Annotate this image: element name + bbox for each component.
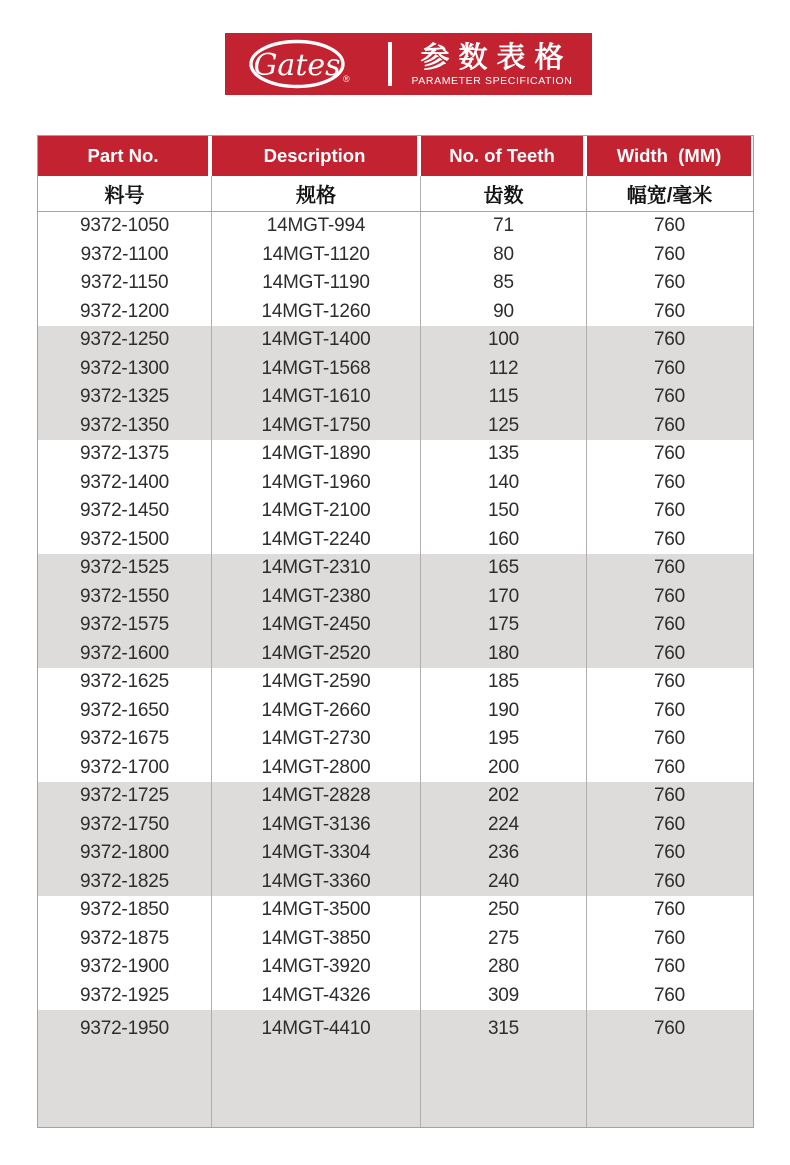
part-no-cell: 9372-1375 (38, 440, 212, 469)
teeth-cell: 85 (421, 269, 587, 298)
registered-mark-icon: ® (343, 74, 350, 84)
width-cell: 760 (653, 813, 686, 835)
teeth-cell: 185 (421, 668, 587, 697)
width-cell: 760 (653, 585, 686, 607)
table-body (38, 212, 753, 1127)
width-cell: 760 (653, 870, 686, 892)
header-width-mm: Width (MM) (587, 136, 751, 176)
part-no-cell: 9372-1350 (38, 412, 212, 441)
banner-titles (392, 41, 592, 88)
header-teeth-cn: 齿数 (421, 176, 587, 211)
width-cell: 760 (653, 785, 686, 807)
description-cell: 14MGT-2310 (212, 554, 421, 583)
table-row (38, 383, 753, 412)
part-no-cell: 9372-1725 (38, 782, 212, 811)
width-cell: 760 (653, 500, 686, 522)
description-cell: 14MGT-2240 (212, 526, 421, 555)
part-no-cell: 9372-1400 (38, 469, 212, 498)
part-no-cell: 9372-1200 (38, 298, 212, 327)
teeth-cell: 309 (421, 982, 587, 1011)
teeth-cell: 180 (421, 640, 587, 669)
table-header-row-en (38, 136, 753, 176)
teeth-cell: 250 (421, 896, 587, 925)
table-row (38, 839, 753, 868)
part-no-cell: 9372-1625 (38, 668, 212, 697)
table-row (38, 982, 753, 1011)
width-cell: 760 (653, 1018, 686, 1039)
part-no-cell: 9372-1750 (38, 811, 212, 840)
part-no-cell: 9372-1600 (38, 640, 212, 669)
header-part-no: Part No. (38, 136, 212, 176)
table-row (38, 355, 753, 384)
teeth-cell: 71 (421, 212, 587, 241)
banner-title-cn: 参数表格 (420, 41, 573, 74)
teeth-cell: 190 (421, 697, 587, 726)
teeth-cell: 112 (421, 355, 587, 384)
width-cell: 760 (653, 329, 686, 351)
teeth-cell: 100 (421, 326, 587, 355)
description-cell: 14MGT-2730 (212, 725, 421, 754)
header-description: Description (212, 136, 421, 176)
description-cell: 14MGT-3500 (212, 896, 421, 925)
part-no-cell: 9372-1800 (38, 839, 212, 868)
part-no-cell: 9372-1950 (38, 1010, 212, 1127)
description-cell: 14MGT-1960 (212, 469, 421, 498)
description-cell: 14MGT-1610 (212, 383, 421, 412)
width-cell: 760 (653, 756, 686, 778)
description-cell: 14MGT-2380 (212, 583, 421, 612)
table-row (38, 326, 753, 355)
table-row (38, 668, 753, 697)
part-no-cell: 9372-1550 (38, 583, 212, 612)
teeth-cell: 135 (421, 440, 587, 469)
table-row (38, 953, 753, 982)
table-row (38, 640, 753, 669)
table-row (38, 241, 753, 270)
description-cell: 14MGT-1400 (212, 326, 421, 355)
table-row (38, 412, 753, 441)
teeth-cell: 140 (421, 469, 587, 498)
description-cell: 14MGT-2520 (212, 640, 421, 669)
description-cell: 14MGT-994 (212, 212, 421, 241)
part-no-cell: 9372-1500 (38, 526, 212, 555)
part-no-cell: 9372-1525 (38, 554, 212, 583)
part-no-cell: 9372-1675 (38, 725, 212, 754)
part-no-cell: 9372-1575 (38, 611, 212, 640)
width-cell: 760 (653, 642, 686, 664)
width-cell: 760 (653, 386, 686, 408)
teeth-cell: 240 (421, 868, 587, 897)
part-no-cell: 9372-1900 (38, 953, 212, 982)
description-cell: 14MGT-2100 (212, 497, 421, 526)
width-cell: 760 (653, 557, 686, 579)
width-cell: 760 (653, 215, 686, 237)
part-no-cell: 9372-1250 (38, 326, 212, 355)
width-cell: 760 (653, 956, 686, 978)
width-cell: 760 (653, 414, 686, 436)
description-cell: 14MGT-1750 (212, 412, 421, 441)
width-cell: 760 (653, 443, 686, 465)
teeth-cell: 80 (421, 241, 587, 270)
header-no-of-teeth: No. of Teeth (421, 136, 587, 176)
table-row (38, 440, 753, 469)
part-no-cell: 9372-1050 (38, 212, 212, 241)
description-cell: 14MGT-1190 (212, 269, 421, 298)
width-cell: 760 (653, 300, 686, 322)
description-cell: 14MGT-3360 (212, 868, 421, 897)
table-row (38, 583, 753, 612)
description-cell: 14MGT-4410 (212, 1010, 421, 1127)
banner-subtitle-en: PARAMETER SPECIFICATION (411, 75, 573, 88)
table-row (38, 811, 753, 840)
description-cell: 14MGT-1120 (212, 241, 421, 270)
table-row (38, 782, 753, 811)
spec-table (37, 135, 754, 1128)
teeth-cell: 175 (421, 611, 587, 640)
teeth-cell: 202 (421, 782, 587, 811)
width-cell: 760 (653, 671, 686, 693)
table-row (38, 497, 753, 526)
teeth-cell: 224 (421, 811, 587, 840)
teeth-cell: 236 (421, 839, 587, 868)
table-row (38, 298, 753, 327)
part-no-cell: 9372-1650 (38, 697, 212, 726)
width-cell: 760 (653, 471, 686, 493)
table-row (38, 212, 753, 241)
table-row (38, 697, 753, 726)
description-cell: 14MGT-3850 (212, 925, 421, 954)
width-cell: 760 (653, 899, 686, 921)
table-row (38, 925, 753, 954)
teeth-cell: 165 (421, 554, 587, 583)
width-cell: 760 (653, 243, 686, 265)
description-cell: 14MGT-3304 (212, 839, 421, 868)
description-cell: 14MGT-2590 (212, 668, 421, 697)
width-cell: 760 (653, 357, 686, 379)
width-cell: 760 (653, 728, 686, 750)
gates-logo-text: Gates (253, 48, 341, 83)
width-cell: 760 (653, 927, 686, 949)
width-cell: 760 (653, 272, 686, 294)
description-cell: 14MGT-2450 (212, 611, 421, 640)
part-no-cell: 9372-1825 (38, 868, 212, 897)
header-description-cn: 规格 (212, 176, 421, 211)
description-cell: 14MGT-3920 (212, 953, 421, 982)
teeth-cell: 160 (421, 526, 587, 555)
part-no-cell: 9372-1450 (38, 497, 212, 526)
table-row (38, 868, 753, 897)
teeth-cell: 170 (421, 583, 587, 612)
table-row (38, 1010, 753, 1127)
part-no-cell: 9372-1100 (38, 241, 212, 270)
table-row (38, 611, 753, 640)
teeth-cell: 125 (421, 412, 587, 441)
width-cell: 760 (653, 699, 686, 721)
table-row (38, 754, 753, 783)
header-width-cn: 幅宽/毫米 (626, 185, 713, 207)
teeth-cell: 275 (421, 925, 587, 954)
width-cell: 760 (653, 528, 686, 550)
width-cell: 760 (653, 842, 686, 864)
table-row (38, 469, 753, 498)
description-cell: 14MGT-3136 (212, 811, 421, 840)
gates-logo (225, 33, 388, 95)
teeth-cell: 195 (421, 725, 587, 754)
part-no-cell: 9372-1325 (38, 383, 212, 412)
description-cell: 14MGT-1260 (212, 298, 421, 327)
teeth-cell: 150 (421, 497, 587, 526)
description-cell: 14MGT-2660 (212, 697, 421, 726)
teeth-cell: 315 (421, 1010, 587, 1127)
part-no-cell: 9372-1850 (38, 896, 212, 925)
table-row (38, 554, 753, 583)
description-cell: 14MGT-4326 (212, 982, 421, 1011)
part-no-cell: 9372-1150 (38, 269, 212, 298)
table-row (38, 269, 753, 298)
description-cell: 14MGT-2800 (212, 754, 421, 783)
table-row (38, 725, 753, 754)
teeth-cell: 90 (421, 298, 587, 327)
teeth-cell: 200 (421, 754, 587, 783)
width-cell: 760 (653, 984, 686, 1006)
teeth-cell: 115 (421, 383, 587, 412)
teeth-cell: 280 (421, 953, 587, 982)
part-no-cell: 9372-1700 (38, 754, 212, 783)
description-cell: 14MGT-1890 (212, 440, 421, 469)
table-row (38, 526, 753, 555)
table-row (38, 896, 753, 925)
header-part-no-cn: 料号 (38, 176, 212, 211)
table-header-row-cn (38, 176, 753, 212)
gates-logo-graphic (225, 33, 388, 95)
width-cell: 760 (653, 614, 686, 636)
part-no-cell: 9372-1875 (38, 925, 212, 954)
description-cell: 14MGT-1568 (212, 355, 421, 384)
description-cell: 14MGT-2828 (212, 782, 421, 811)
part-no-cell: 9372-1300 (38, 355, 212, 384)
part-no-cell: 9372-1925 (38, 982, 212, 1011)
brand-banner (225, 33, 592, 95)
